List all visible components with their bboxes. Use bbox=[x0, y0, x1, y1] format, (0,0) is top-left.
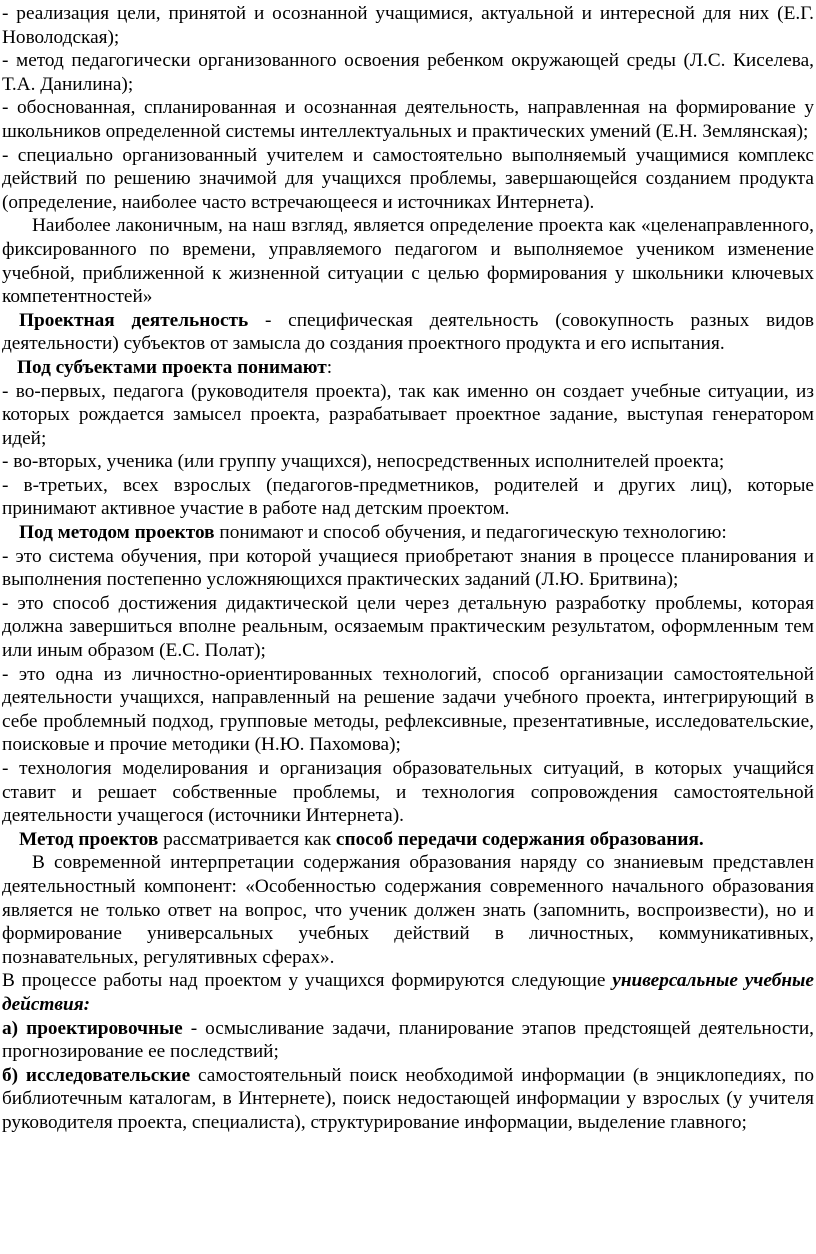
term-research: б) исследовательские bbox=[2, 1064, 191, 1086]
paragraph-method-britvina: - это система обучения, при которой учащиеся приобретают знания в процессе планирования и выполнения постепенно усложняющихся практических заданий (Л.Ю. Бритвина); bbox=[2, 545, 814, 591]
term-content-transfer: способ передачи содержания образования. bbox=[335, 828, 704, 850]
paragraph-method-polat: - это способ достижения дидактической цели через детальную разработку проблемы, которая должна завершиться вполне реальным, осязаемым практическим результатом, оформленным тем или иным образом (Е.С. Полат); bbox=[2, 592, 814, 662]
paragraph-laconic-definition: Наиболее лаконичным, на наш взгляд, является определение проекта как «целенаправленного, фиксированного по времени, управляемого педагогом и выполняемое учеником изменение учебной, приближенной к жизненной ситуации с целью формирования у школьники ключевых компетентностей» bbox=[2, 215, 814, 308]
paragraph-design-actions bbox=[2, 1017, 814, 1064]
paragraph-method-content bbox=[2, 828, 814, 852]
paragraph-definition-internet: - специально организованный учителем и самостоятельно выполняемый учащимися комплекс действий по решению значимой для учащихся проблемы, завершающейся созданием продукта (определение, наиболее часто встречающееся и источниках Интернета). bbox=[2, 144, 814, 213]
paragraph-research-actions bbox=[2, 1064, 814, 1135]
paragraph-definition-novolodskaya: - реализация цели, принятой и осознанной учащимися, актуальной и интересной для них (Е.Г. Новолодская); bbox=[2, 3, 814, 48]
term-method-projects: Метод проектов bbox=[19, 828, 159, 850]
paragraph-method-pakhomova: - это одна из личностно-ориентированных технологий, способ организации самостоятельной деятельности учащихся, направленный на решение задачи учебного проекта, интегрирующий в себе проблемный подход, групповые методы, рефлексивные, презентативные, исследовательские, поисковые и прочие методики (Н.Ю. Пахомова); bbox=[2, 663, 814, 756]
paragraph-subject-adults: - в-третьих, всех взрослых (педагогов-предметников, родителей и других лиц), которые принимают активное участие в работе над детским проектом. bbox=[2, 474, 814, 520]
paragraph-definition-zemlyanskaya: - обоснованная, спланированная и осознанная деятельность, направленная на формирование у школьников определенной системы интеллектуальных и практических умений (Е.Н. Землянская); bbox=[2, 97, 814, 142]
paragraph-subject-teacher: - во-первых, педагога (руководителя проекта), так как именно он создает учебные ситуации, из которых рождается замысел проекта, разрабатывает проектное задание, выступая генератором идей; bbox=[2, 380, 814, 449]
text-project-activity: - специфическая деятельность (совокупность разных видов деятельности) субъектов от замысла до создания проектного продукта и его испытания. bbox=[2, 309, 814, 355]
paragraph-subjects-heading bbox=[2, 356, 814, 380]
paragraph-project-activity bbox=[2, 309, 814, 356]
text-method-heading: понимают и способ обучения, и педагогическую технологию: bbox=[214, 522, 727, 544]
text-universal-intro: В процессе работы над проектом у учащихся формируются следующие bbox=[2, 970, 613, 992]
paragraph-subject-student: - во-вторых, ученика (или группу учащихся), непосредственных исполнителей проекта; bbox=[2, 451, 725, 473]
paragraph-definition-kiseleva: - метод педагогически организованного освоения ребенком окружающей среды (Л.С. Киселева, Т.А. Данилина); bbox=[2, 50, 814, 95]
term-method-of-projects: Под методом проектов bbox=[19, 522, 215, 544]
paragraph-method-internet: - технология моделирования и организация образовательных ситуаций, в которых учащийся ставит и решает собственные проблемы, и технология сопровождения самостоятельной деятельности учащегося (источники Интернета). bbox=[2, 758, 814, 827]
term-universal-actions: универсальные учебные действия: bbox=[2, 970, 814, 1015]
term-project-activity: Проектная деятельность bbox=[19, 309, 249, 331]
term-design: а) проектировочные bbox=[2, 1017, 183, 1039]
paragraph-method-heading bbox=[2, 521, 814, 545]
text-considered-as: рассматривается как bbox=[158, 828, 336, 850]
text-subjects-colon: : bbox=[326, 356, 333, 378]
term-subjects: Под субъектами проекта понимают bbox=[17, 356, 327, 378]
paragraph-modern-interpretation: В современной интерпретации содержания образования наряду со знаниевым представлен деятельностный компонент: «Особенностью содержания современного начального образования является не только ответ на вопрос, что ученик должен знать (запомнить, воспроизвести), но и формирование универсальных учебных действий в личностных, коммуникативных, познавательных, регулятивных сферах». bbox=[2, 852, 814, 968]
text-design: - осмысливание задачи, планирование этапов предстоящей деятельности, прогнозирование ее последствий; bbox=[2, 1017, 814, 1063]
text-research: самостоятельный поиск необходимой информации (в энциклопедиях, по библиотечным каталогам, в Интернете), поиск недостающей информации у взрослых (у учителя руководителя проекта, специалиста), структурирование информации, выделение главного; bbox=[2, 1064, 815, 1133]
paragraph-universal-actions bbox=[2, 969, 814, 1016]
